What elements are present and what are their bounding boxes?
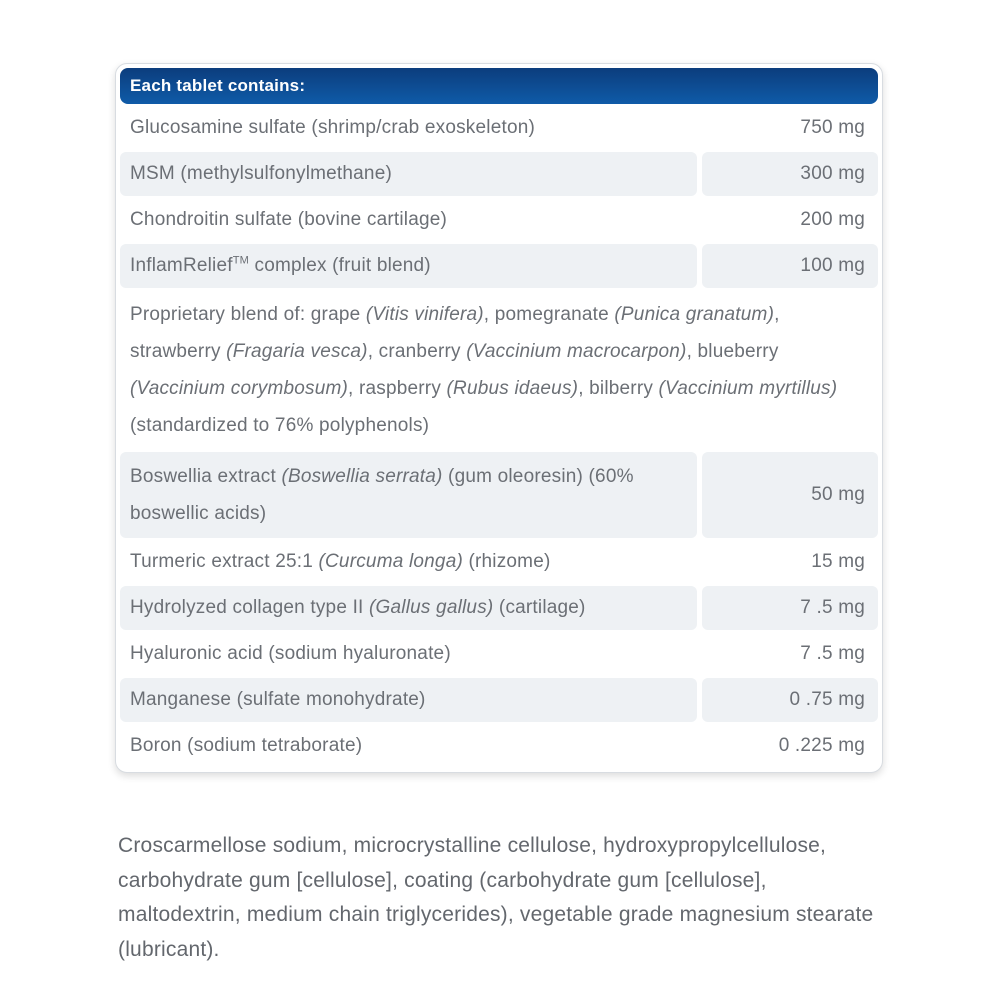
ingredient-name [120,152,697,196]
other-ingredients-text: Croscarmellose sodium, microcrystalline cellulose, hydroxypropylcellulose, carbohydrate gum [cellulose], coating (carbohydrate gum [cellulose], maltodextrin, medium chain triglycerides), vegetable grade magnesium stearate (lubricant). [118,834,874,961]
ingredient-row [120,540,878,584]
latin-name-segment: (Boswellia serrata) [281,466,443,487]
name-segment: Glucosamine sulfate (shrimp/crab exoskeleton) [130,117,536,138]
ingredient-row [120,632,878,676]
ingredient-name [120,452,697,538]
name-segment: (rhizome) [462,551,551,572]
name-segment: , blueberry [686,341,779,362]
name-segment: Turmeric extract 25:1 [130,551,319,572]
ingredient-amount: 750 mg [800,117,865,138]
ingredient-amount: 50 mg [702,452,878,538]
name-segment: complex (fruit blend) [249,255,431,276]
trademark-superscript: TM [232,254,250,267]
ingredient-name [120,586,697,630]
name-segment: Manganese (sulfate monohydrate) [130,689,426,710]
supplement-facts-card [115,63,883,773]
name-segment: (standardized to 76% polyphenols) [130,415,430,436]
name-segment: Boswellia extract [130,466,282,487]
ingredient-row [120,244,878,288]
name-segment: , cranberry [367,341,467,362]
latin-name-segment: (Vitis vinifera) [365,304,484,325]
facts-header-title: Each tablet contains: [130,76,306,95]
name-segment: Hyaluronic acid (sodium hyaluronate) [130,643,451,664]
latin-name-segment: (Vaccinium corymbosum) [130,378,349,399]
latin-name-segment: (Vaccinium macrocarpon) [466,341,687,362]
ingredient-name [120,724,697,768]
ingredient-row [120,106,878,150]
ingredient-amount: 7 .5 mg [800,643,865,664]
ingredient-row [120,198,878,242]
facts-header-bar [120,68,878,104]
ingredient-row [120,152,878,196]
ingredient-rows [120,106,878,768]
ingredient-name [120,106,697,150]
name-segment: (cartilage) [493,597,586,618]
ingredient-row [120,724,878,768]
ingredient-amount: 15 mg [811,551,865,572]
name-segment: Boron (sodium tetraborate) [130,735,363,756]
name-segment: Chondroitin sulfate (bovine cartilage) [130,209,448,230]
latin-name-segment: (Vaccinium myrtillus) [658,378,838,399]
ingredient-name [120,678,697,722]
ingredient-row [120,290,878,450]
ingredient-amount: 100 mg [702,244,878,288]
name-segment: , bilberry [578,378,659,399]
ingredient-amount: 200 mg [800,209,865,230]
ingredient-name [120,244,697,288]
ingredient-name [120,632,697,676]
ingredient-name [120,540,697,584]
ingredient-name [120,198,697,242]
name-segment: , strawberry [130,304,780,362]
ingredient-amount: 0 .75 mg [702,678,878,722]
latin-name-segment: (Curcuma longa) [318,551,463,572]
name-segment: MSM (methylsulfonylmethane) [130,163,392,184]
name-segment: InflamRelief [130,255,233,276]
name-segment: Hydrolyzed collagen type II [130,597,369,618]
latin-name-segment: (Fragaria vesca) [226,341,368,362]
name-segment: , pomegranate [483,304,615,325]
ingredient-amount: 7 .5 mg [702,586,878,630]
name-segment: Proprietary blend of: grape [130,304,366,325]
ingredient-row [120,452,878,538]
latin-name-segment: (Gallus gallus) [369,597,494,618]
name-segment: (gum oleoresin) (60% boswellic acids) [130,466,634,524]
ingredient-amount: 0 .225 mg [778,735,865,756]
ingredient-name [120,290,878,450]
latin-name-segment: (Rubus idaeus) [446,378,579,399]
ingredient-row [120,586,878,630]
latin-name-segment: (Punica granatum) [614,304,775,325]
name-segment: , raspberry [348,378,447,399]
ingredient-amount: 300 mg [702,152,878,196]
ingredient-row [120,678,878,722]
